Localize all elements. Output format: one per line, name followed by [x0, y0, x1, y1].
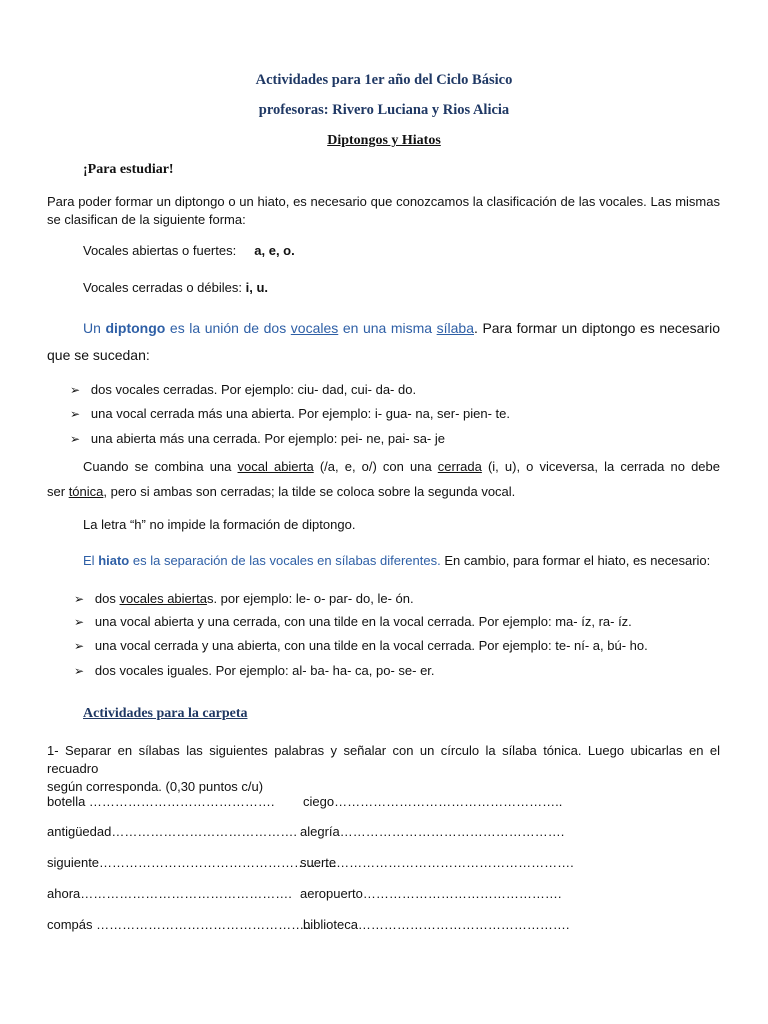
list-item-text: una abierta más una cerrada. Por ejemplo: pei- ne, pai- sa- je: [90, 431, 445, 446]
arrow-bullet-icon: ➢: [74, 664, 85, 678]
list-item-text: dos vocales iguales. Por ejemplo: al- ba- ha- ca, po- se- er.: [94, 663, 435, 678]
hiato-list-item-1: [74, 590, 414, 608]
intro-paragraph: [47, 193, 720, 229]
combina-text-e: (i, u), o viceversa, la cerrada no debe: [487, 459, 720, 474]
intro-line-2: se clasifican de la siguiente forma:: [47, 212, 246, 227]
word-right-4: aeropuerto……………………………………….: [300, 886, 562, 901]
word-left-1: botella …………………………………….: [47, 794, 275, 809]
hiato-item1-a: dos: [94, 591, 116, 606]
closed-vowels-value: i, u.: [245, 280, 268, 295]
word-left-5: compás …………………………………………..: [47, 917, 312, 932]
diptongo-list-item-2: [70, 405, 510, 423]
open-vowels-line: [83, 242, 295, 260]
combina-text-c: (/a, e, o/) con una: [319, 459, 432, 474]
hiato-word: hiato: [98, 553, 130, 568]
closed-vowels-line: [83, 279, 268, 297]
vocales-abiertas-link[interactable]: vocales abierta: [119, 591, 207, 606]
combina-text-f: ser: [47, 484, 66, 499]
activities-heading: Actividades para la carpeta: [83, 706, 248, 721]
def-diptongo: diptongo: [105, 320, 166, 336]
h-note: La letra “h” no impide la formación de diptongo.: [83, 517, 356, 532]
study-heading: ¡Para estudiar!: [83, 162, 174, 177]
vocal-abierta-link[interactable]: vocal abierta: [237, 459, 314, 474]
arrow-bullet-icon: ➢: [70, 407, 81, 421]
arrow-bullet-icon: ➢: [74, 592, 85, 606]
hiato-item1-c: s. por ejemplo: le- o- par- do, le- ón.: [206, 591, 414, 606]
hiato-list-item-2: [74, 613, 632, 631]
arrow-bullet-icon: ➢: [74, 615, 85, 629]
word-left-4: ahora………………………………………….: [47, 886, 292, 901]
exercise-instructions: [47, 742, 720, 796]
def-vocales-link[interactable]: vocales: [290, 320, 339, 336]
hiato-list-item-4: [74, 662, 435, 680]
list-item-text: una vocal cerrada y una abierta, con una tilde en la vocal cerrada. Por ejemplo: te- ní- a, bú- ho.: [94, 638, 648, 653]
cerrada-link[interactable]: cerrada: [437, 459, 482, 474]
topic-title: Diptongos y Hiatos: [327, 133, 441, 148]
def-un: Un: [83, 320, 101, 336]
diptongo-list-item-1: [70, 381, 416, 399]
tonica-link[interactable]: tónica: [68, 484, 104, 499]
combina-text-h: , pero si ambas son cerradas; la tilde se coloca sobre la segunda vocal.: [103, 484, 516, 499]
closed-vowels-label: Vocales cerradas o débiles:: [83, 280, 242, 295]
exercise-line-2: según corresponda. (0,30 puntos c/u): [47, 779, 264, 794]
diptongo-list-item-3: [70, 430, 445, 448]
def-silaba-link[interactable]: sílaba: [436, 320, 474, 336]
open-vowels-value: a, e, o.: [254, 243, 295, 258]
combina-text-a: Cuando se combina una: [83, 459, 232, 474]
hiato-definition: [83, 552, 710, 570]
open-vowels-label: Vocales abiertas o fuertes:: [83, 243, 237, 258]
word-left-3: siguiente……………………………………………….: [47, 855, 337, 870]
diptongo-definition: [47, 315, 720, 369]
word-right-2: alegría…………………………………………….: [300, 824, 565, 839]
exercise-line-1: 1- Separar en sílabas las siguientes palabras y señalar con un círculo la sílaba tónica. Luego ubicarlas en el recuadro: [47, 743, 720, 776]
def-en-una-misma: en una misma: [342, 320, 433, 336]
arrow-bullet-icon: ➢: [70, 432, 81, 446]
hiato-black-text: En cambio, para formar el hiato, es necesario:: [444, 553, 711, 568]
word-right-3: suerte……………………………………………….: [300, 855, 574, 870]
list-item-text: una vocal abierta y una cerrada, con una tilde en la vocal cerrada. Por ejemplo: ma- íz, ra- íz.: [94, 614, 632, 629]
arrow-bullet-icon: ➢: [70, 383, 81, 397]
list-item-text: dos vocales cerradas. Por ejemplo: ciu- dad, cui- da- do.: [90, 382, 417, 397]
word-right-1: ciego……………………………………………..: [303, 794, 563, 809]
list-item-text: una vocal cerrada más una abierta. Por ejemplo: i- gua- na, ser- pien- te.: [90, 406, 511, 421]
header-title: Actividades para 1er año del Ciclo Básico: [255, 72, 513, 88]
word-left-2: antigüedad…………………………………….: [47, 824, 297, 839]
hiato-list-item-3: [74, 637, 648, 655]
hiato-blue-text: es la separación de las vocales en sílabas diferentes.: [132, 553, 441, 568]
hiato-el: El: [83, 553, 95, 568]
combina-paragraph: [47, 454, 720, 504]
header-teachers: profesoras: Rivero Luciana y Rios Alicia: [258, 102, 510, 118]
def-rest: . Para formar un diptongo es necesario: [474, 320, 721, 336]
word-right-5: biblioteca………………………………………….: [303, 917, 570, 932]
intro-line-1: Para poder formar un diptongo o un hiato, es necesario que conozcamos la clasificación de las vocales. Las mismas: [47, 194, 720, 209]
def-line-2: que se sucedan:: [47, 347, 150, 363]
arrow-bullet-icon: ➢: [74, 639, 85, 653]
def-es-union: es la unión de dos: [169, 320, 287, 336]
